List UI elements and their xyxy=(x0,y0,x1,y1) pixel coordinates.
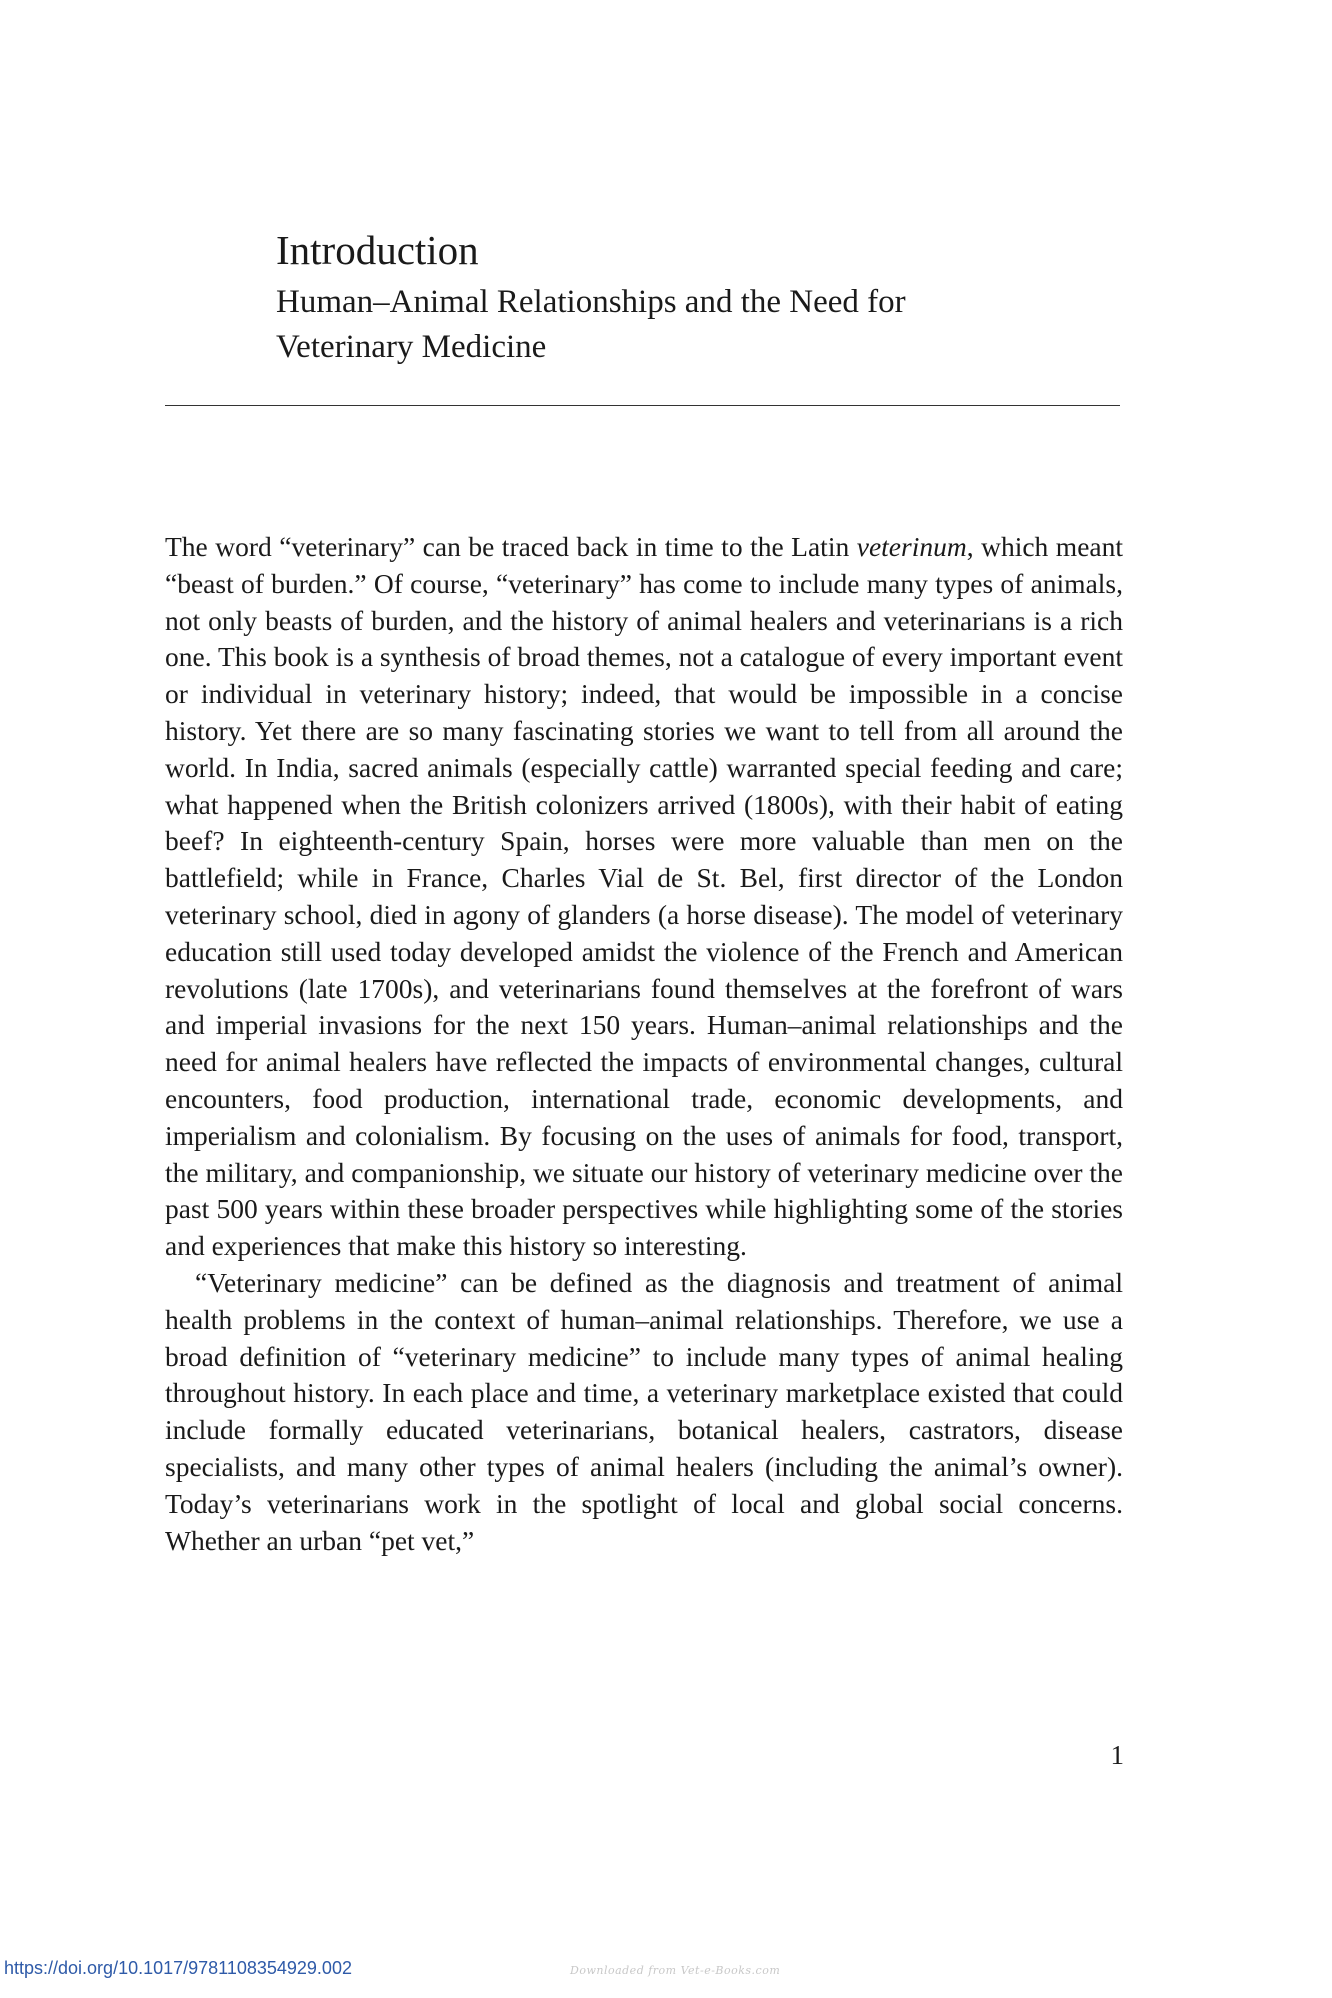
heading-rule xyxy=(165,405,1120,406)
paragraph-1-rest: , which meant “beast of burden.” Of course, “veterinary” has come to include many types of animals, not only beasts of burden, and the history of animal healers and veterinarians is a rich one. This book is a synthesis of broad themes, not a catalogue of every important event or individual in veterinary history; indeed, that would be impossible in a concise history. Yet there are so many fascinating stories we want to tell from all around the world. In India, sacred animals (especially cattle) warranted special feeding and care; what happened when the British colonizers arrived (1800s), with their habit of eating beef? In eighteenth-century Spain, horses were more valuable than men on the battlefield; while in France, Charles Vial de St. Bel, first director of the London veterinary school, died in agony of glanders (a horse disease). The model of veterinary education still used today developed amidst the violence of the French and American revolutions (late 1700s), and veterinarians found themselves at the forefront of wars and imperial invasions for the next 150 years. Human–animal relationships and the need for animal healers have reflected the impacts of environmental changes, cultural encounters, food production, international trade, economic developments, and imperialism and colonialism. By focusing on the uses of animals for food, transport, the military, and companionship, we situate our history of veterinary medicine over the past 500 years within these broader perspectives while highlighting some of the stories and experiences that make this history so interesting. xyxy=(165,531,1123,1262)
paragraph-1-lead: The word “veterinary” can be traced back in time to the Latin xyxy=(165,531,857,562)
latin-term: veterinum xyxy=(856,531,967,562)
chapter-heading xyxy=(276,224,1126,370)
download-watermark: Downloaded from Vet-e-Books.com xyxy=(570,1964,781,1977)
page-number: 1 xyxy=(1110,1740,1124,1770)
body-text xyxy=(165,529,1123,1559)
chapter-subtitle-line-1: Human–Animal Relationships and the Need for xyxy=(276,284,906,320)
chapter-subtitle xyxy=(276,280,1126,370)
paragraph-1 xyxy=(165,529,1123,1265)
chapter-subtitle-line-2: Veterinary Medicine xyxy=(276,329,547,365)
paragraph-2: “Veterinary medicine” can be defined as the diagnosis and treatment of animal health problems in the context of human–animal relationships. Therefore, we use a broad definition of “veterinary medicine” to include many types of animal healing throughout history. In each place and time, a veterinary marketplace existed that could include formally educated veterinarians, botanical healers, castrators, disease specialists, and many other types of animal healers (including the animal’s owner). Today’s veterinarians work in the spotlight of local and global social concerns. Whether an urban “pet vet,” xyxy=(165,1266,1123,1556)
chapter-title: Introduction xyxy=(276,227,479,273)
doi-link[interactable]: https://doi.org/10.1017/9781108354929.002 xyxy=(4,1958,352,1978)
